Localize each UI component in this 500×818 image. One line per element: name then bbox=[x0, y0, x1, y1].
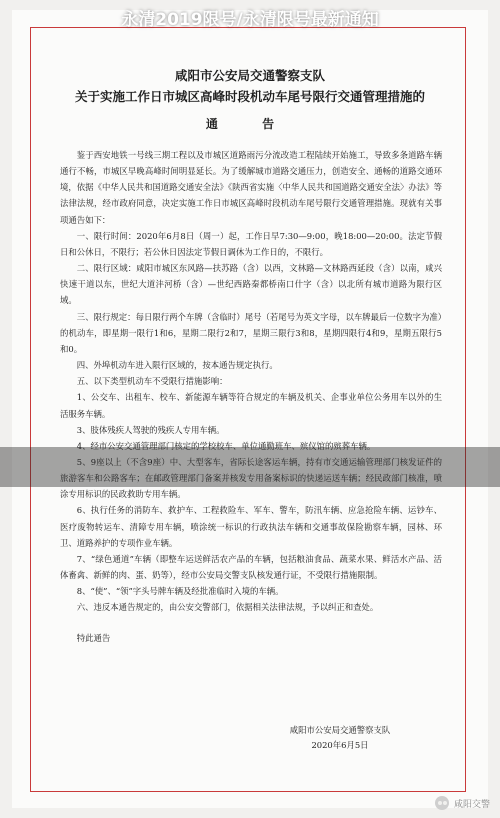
signature-org: 咸阳市公安局交通警察支队 bbox=[289, 725, 391, 735]
source-watermark bbox=[435, 796, 490, 810]
paragraph-item-3: 3、肢体残疾人驾驶的残疾人专用车辆。 bbox=[76, 424, 225, 435]
signature-date: 2020年6月5日 bbox=[311, 740, 369, 750]
watermark-label: 咸阳交警 bbox=[453, 799, 490, 810]
notice-title: 关于实施工作日市城区高峰时段机动车尾号限行交通管理措施的 bbox=[74, 89, 425, 104]
paragraph-rules: 三、限行规定：每日限行两个车牌（含临时）尾号（若尾号为英文字母，以车牌最后一位数字为准）的机动车，即星期一限行1和6，星期二限行2和7，星期三限行3和8，星期四限行4和9，星期五限行5和0。 bbox=[60, 311, 442, 354]
paragraph-area: 二、限行区域：咸阳市城区东风路—扶苏路（含）以西，文林路—文林路西延段（含）以南，咸兴快速干道以东，世纪大道沣河桥（含）—世纪西路秦都桥南口什字（含）以北所有城市道路为限行区域。 bbox=[60, 263, 442, 306]
title-banner bbox=[0, 447, 500, 487]
paragraph-time: 一、限行时间：2020年6月8日（周一）起，工作日早7:30—9:00，晚18:00—20:00。法定节假日和公休日，不限行；若公休日因法定节假日调休为工作日的，不限行。 bbox=[60, 230, 442, 257]
closing-line: 特此通告 bbox=[76, 632, 111, 643]
paragraph-item-5: 5、9座以上（不含9座）中、大型客车，省际长途客运车辆，持有市交通运输管理部门核发证件的旅游客车和公路客车；在邮政管理部门备案并核发专用备案标识的快递运送车辆；经民政部门核准，喷涂专用标识的民政救助专用车辆。 bbox=[60, 456, 442, 500]
paragraph-exempt: 五、以下类型机动车不受限行措施影响： bbox=[76, 376, 228, 387]
notice-body bbox=[60, 147, 442, 646]
banner-title: 永清2019限号/永清限号最新通知 bbox=[121, 10, 379, 30]
doc-type-heading: 通 告 bbox=[205, 117, 295, 131]
wechat-icon bbox=[435, 796, 449, 810]
paragraph-item-4: 4、经市公安交通管理部门核定的学校校车、单位通勤班车、殡仪馆的殡葬车辆。 bbox=[76, 440, 376, 451]
paragraph-item-8: 8、“使”、“领”字头号牌车辆及经批准临时入境的车辆。 bbox=[76, 586, 284, 597]
org-title: 咸阳市公安局交通警察支队 bbox=[174, 68, 325, 83]
paragraph-item-6: 6、执行任务的消防车、救护车、工程救险车、军车、警车，防汛车辆、应急抢险车辆、运钞车、医疗废物转运车、清障专用车辆，喷涂统一标识的行政执法车辆和交通事故保险勘察车辆，园林、环卫、道路养护的专项作业车辆。 bbox=[60, 505, 442, 548]
paragraph-outside: 四、外埠机动车进入限行区域的，按本通告规定执行。 bbox=[76, 360, 278, 371]
paragraph-penalty: 六、违反本通告规定的，由公安交警部门，依据相关法律法规，予以纠正和查处。 bbox=[76, 602, 379, 613]
paragraph-item-7: 7、“绿色通道”车辆（即整车运送鲜活农产品的车辆，包括粮油食品、蔬菜水果、鲜活水产品、活体畜禽、新鲜的肉、蛋、奶等），经市公安局交警支队核发通行证，不受限行措施限制。 bbox=[60, 553, 442, 581]
paragraph-item-1: 1、公交车、出租车、校车、新能源车辆等符合规定的车辆及机关、企事业单位公务用车以外的生活服务车辆。 bbox=[60, 392, 442, 419]
paragraph-intro: 鉴于西安地铁一号线三期工程以及市城区道路雨污分流改造工程陆续开始施工，导致多条道路车辆通行不畅，市城区早晚高峰时间明显延长。为了缓解城市道路交通压力，创造安全、通畅的道路交通环境，依据《中华人民共和国道路交通安全法》《陕西省实施〈中华人民共和国道路交通安全法〉办法》等法律法规，经市政府同意，决定实施工作日市城区高峰时段机动车尾号限行交通管理措施。现就有关事项通告如下： bbox=[60, 150, 442, 225]
